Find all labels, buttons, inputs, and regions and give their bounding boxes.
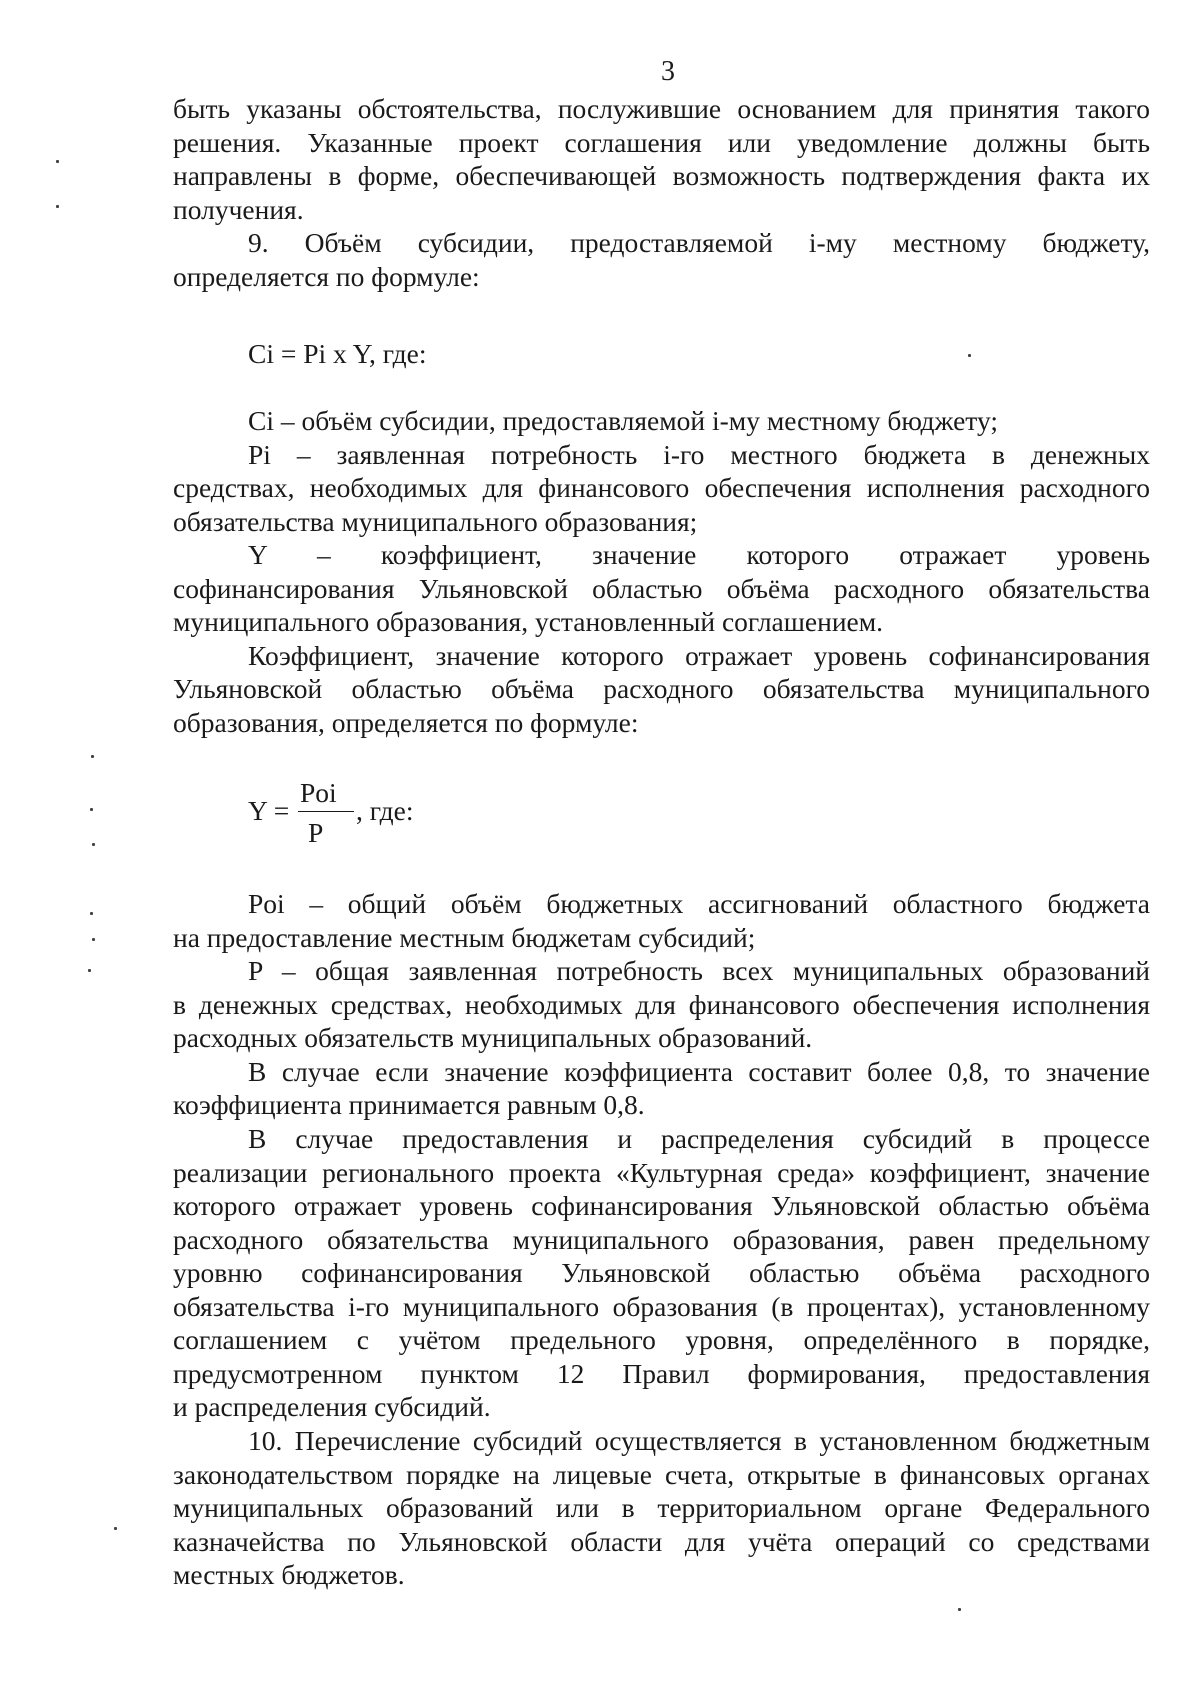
scan-speck [92,938,95,941]
text-line: быть указаны обстоятельства, послужившие основанием для принятия такого [173,93,1150,124]
formula-y-lhs: Y = [248,795,290,826]
text-line: соглашением с учётом предельного уровня, определённого в порядке, [173,1324,1150,1355]
text-line: уровню софинансирования Ульяновской областью объёма расходного [173,1257,1150,1288]
text-line: которого отражает уровень софинансирования Ульяновской областью объёма [173,1190,1150,1221]
scan-speck [90,808,93,811]
scan-speck [91,755,94,758]
text-line: Y – коэффициент, значение которого отражает уровень [248,539,1150,570]
text-line: Ульяновской областью объёма расходного обязательства муниципального [173,673,1150,704]
formula-y-numerator: Poi [300,777,337,808]
text-line: коэффициента принимается равным 0,8. [173,1089,645,1120]
text-line: расходных обязательств муниципальных образований. [173,1022,813,1053]
page-number: 3 [661,56,675,87]
scan-speck [56,205,59,208]
text-line: софинансирования Ульяновской областью объёма расходного обязательства [173,573,1150,604]
text-line: местных бюджетов. [173,1559,405,1590]
text-line: обязательства i-го муниципального образования (в процентах), установленному [173,1291,1150,1322]
text-line: муниципального образования, установленный соглашением. [173,606,884,637]
text-line: на предоставление местным бюджетам субсидий; [173,922,756,953]
text-line: в денежных средствах, необходимых для финансового обеспечения исполнения [173,989,1150,1020]
scan-speck [92,843,95,846]
formula-y-rhs: , где: [356,795,414,826]
text-line: решения. Указанные проект соглашения или уведомление должны быть [173,127,1150,158]
scan-speck [56,160,59,163]
text-line: и распределения субсидий. [173,1391,491,1422]
formula-ci: Ci = Pi x Y, где: [248,338,427,369]
text-line: получения. [173,194,304,225]
text-line: Pi – заявленная потребность i-го местного бюджета в денежных [248,439,1150,470]
text-line: определяется по формуле: [173,261,480,292]
scan-speck [90,912,93,915]
formula-y-denominator: P [308,817,324,848]
text-line: расходного обязательства муниципального образования, равен предельному [173,1224,1150,1255]
text-line: 10. Перечисление субсидий осуществляется в установленном бюджетным [248,1425,1150,1456]
text-line: образования, определяется по формуле: [173,707,639,738]
scan-speck [88,969,91,972]
text-line: В случае предоставления и распределения субсидий в процессе [248,1123,1150,1154]
text-line: законодательством порядке на лицевые счета, открытые в финансовых органах [173,1459,1150,1490]
fraction-bar [298,811,354,812]
text-line: 9. Объём субсидии, предоставляемой i-му местному бюджету, [248,227,1150,258]
scan-speck [114,1527,117,1530]
text-line: предусмотренном пунктом 12 Правил формирования, предоставления [173,1358,1150,1389]
text-line: муниципальных образований или в территориальном органе Федерального [173,1492,1150,1523]
text-line: реализации регионального проекта «Культурная среда» коэффициент, значение [173,1157,1150,1188]
text-line: Коэффициент, значение которого отражает уровень софинансирования [248,640,1150,671]
text-line: В случае если значение коэффициента составит более 0,8, то значение [248,1056,1150,1087]
scan-speck [968,354,971,357]
scan-speck [958,1608,961,1611]
text-line: Poi – общий объём бюджетных ассигнований областного бюджета [248,888,1150,919]
text-line: обязательства муниципального образования; [173,506,698,537]
text-line: Ci – объём субсидии, предоставляемой i-му местному бюджету; [248,405,998,436]
text-line: P – общая заявленная потребность всех муниципальных образований [248,955,1150,986]
text-line: казначейства по Ульяновской области для учёта операций со средствами [173,1526,1150,1557]
text-line: направлены в форме, обеспечивающей возможность подтверждения факта их [173,160,1150,191]
text-line: средствах, необходимых для финансового обеспечения исполнения расходного [173,472,1150,503]
